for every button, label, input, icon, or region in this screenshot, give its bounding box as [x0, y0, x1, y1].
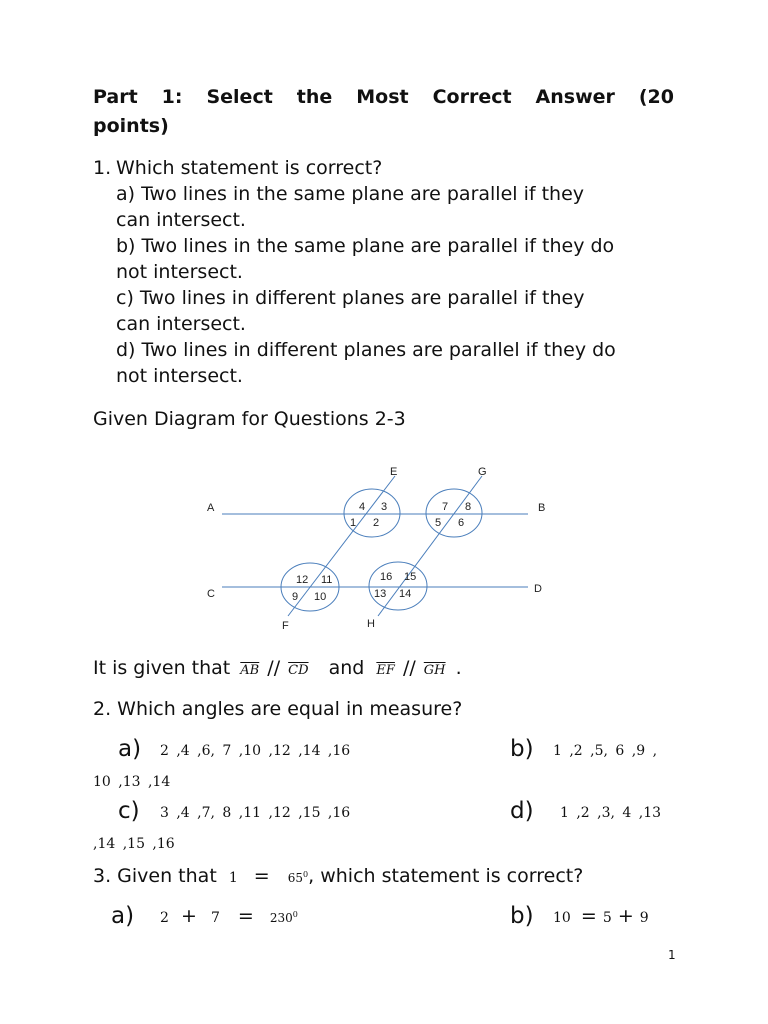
q2-option-c-label: c) — [118, 798, 140, 824]
angle-9: 9 — [292, 591, 299, 603]
parallel-symbol-1: // — [267, 657, 281, 679]
diagram-caption: Given Diagram for Questions 2-3 — [93, 408, 406, 430]
q1-option-b-line1: b) Two lines in the same plane are parallel if they do — [116, 235, 615, 257]
q1-option-d-line1: d) Two lines in different planes are parallel if they do — [116, 339, 616, 361]
q2-option-b-angles-line2: 10 ,13 ,14 — [93, 774, 171, 790]
q3-value: 65 — [287, 871, 304, 885]
point-f-label: F — [282, 620, 289, 632]
point-h-label: H — [367, 618, 375, 630]
q2-option-d-angles-line2: ,14 ,15 ,16 — [93, 836, 175, 852]
angle-6: 6 — [458, 517, 465, 529]
q3-stem-suffix: , which statement is correct? — [308, 865, 584, 887]
point-g-label: G — [478, 466, 487, 478]
q3-degree: 0 — [303, 870, 309, 879]
given-statement — [93, 655, 462, 684]
angle-2: 2 — [373, 517, 380, 529]
q2-option-c-angles: 3 ,4 ,7, 8 ,11 ,12 ,15 ,16 — [160, 805, 351, 821]
q3-option-a-label: a) — [111, 903, 135, 929]
angle-10: 10 — [314, 591, 327, 603]
q1-stem: Which statement is correct? — [116, 157, 383, 179]
segment-cd: $\overline{CD}$ — [288, 663, 309, 678]
q3-b-angle-5: 5 — [602, 910, 612, 926]
q1-number: 1. — [93, 157, 112, 179]
given-and: and — [328, 657, 365, 679]
point-c-label: C — [207, 588, 215, 600]
angle-5: 5 — [435, 517, 442, 529]
point-d-label: D — [534, 583, 542, 595]
parallel-symbol-2: // — [402, 657, 416, 679]
q3-stem — [93, 862, 583, 891]
q3-option-b-label: b) — [510, 903, 534, 929]
q2-stem: 2. Which angles are equal in measure? — [93, 698, 463, 720]
q3-a-value: 230 — [269, 911, 293, 925]
q3-a-degree: 0 — [292, 910, 298, 919]
parallel-lines-diagram — [200, 460, 560, 640]
angle-11: 11 — [321, 574, 333, 586]
q3-b-angle-10: 10 — [553, 910, 571, 926]
q1-option-a-line2: can intersect. — [116, 209, 246, 231]
q3-option-b-expression — [553, 905, 649, 927]
part-heading-line2: points) — [93, 115, 169, 137]
angle-3: 3 — [381, 501, 388, 513]
q3-a-angle-7: 7 — [210, 910, 220, 926]
point-b-label: B — [538, 502, 546, 514]
given-period: . — [455, 657, 462, 679]
q3-stem-prefix: 3. Given that — [93, 865, 217, 887]
q3-angle-1: 1 — [228, 870, 238, 886]
q3-equals: = — [253, 865, 270, 887]
page-number: 1 — [668, 948, 676, 962]
angle-1: 1 — [350, 517, 357, 529]
angle-15: 15 — [404, 571, 417, 583]
segment-ab: $\overline{AB}$ — [240, 663, 260, 678]
angle-13: 13 — [374, 588, 387, 600]
line-gh — [378, 476, 482, 616]
angle-12: 12 — [296, 574, 309, 586]
q3-b-angle-9: 9 — [639, 910, 649, 926]
angle-7: 7 — [442, 501, 449, 513]
q3-b-equals: = — [580, 905, 597, 927]
q2-option-a-angles: 2 ,4 ,6, 7 ,10 ,12 ,14 ,16 — [160, 743, 351, 759]
q2-option-a-label: a) — [118, 736, 142, 762]
segment-ef: $\overline{EF}$ — [376, 663, 395, 678]
q2-option-b-label: b) — [510, 736, 534, 762]
q2-option-b-angles-line1: 1 ,2 ,5, 6 ,9 , — [553, 743, 658, 759]
q3-a-plus: + — [180, 905, 197, 927]
angle-8: 8 — [465, 501, 472, 513]
part-heading-line1: Part 1: Select the Most Correct Answer (20 — [93, 86, 674, 108]
point-a-label: A — [207, 502, 215, 514]
q3-a-angle-2: 2 — [160, 910, 169, 926]
q1-option-b-line2: not intersect. — [116, 261, 243, 283]
segment-gh: $\overline{GH}$ — [423, 663, 446, 678]
q1-option-a-line1: a) Two lines in the same plane are parallel if they — [116, 183, 585, 205]
given-prefix: It is given that — [93, 657, 231, 679]
q2-option-d-label: d) — [510, 798, 534, 824]
q1-option-c-line2: can intersect. — [116, 313, 246, 335]
angle-14: 14 — [399, 588, 412, 600]
angle-4: 4 — [359, 501, 366, 513]
point-e-label: E — [390, 466, 398, 478]
q2-option-d-angles-line1: 1 ,2 ,3, 4 ,13 — [560, 805, 662, 821]
angle-16: 16 — [380, 571, 393, 583]
q1-option-c-line1: c) Two lines in different planes are parallel if they — [116, 287, 585, 309]
q3-option-a-expression — [160, 905, 298, 927]
circle-top-left — [344, 489, 400, 537]
q3-a-equals: = — [237, 905, 254, 927]
circle-bottom-right — [369, 562, 427, 610]
q1-option-d-line2: not intersect. — [116, 365, 243, 387]
q3-b-plus: + — [617, 905, 634, 927]
